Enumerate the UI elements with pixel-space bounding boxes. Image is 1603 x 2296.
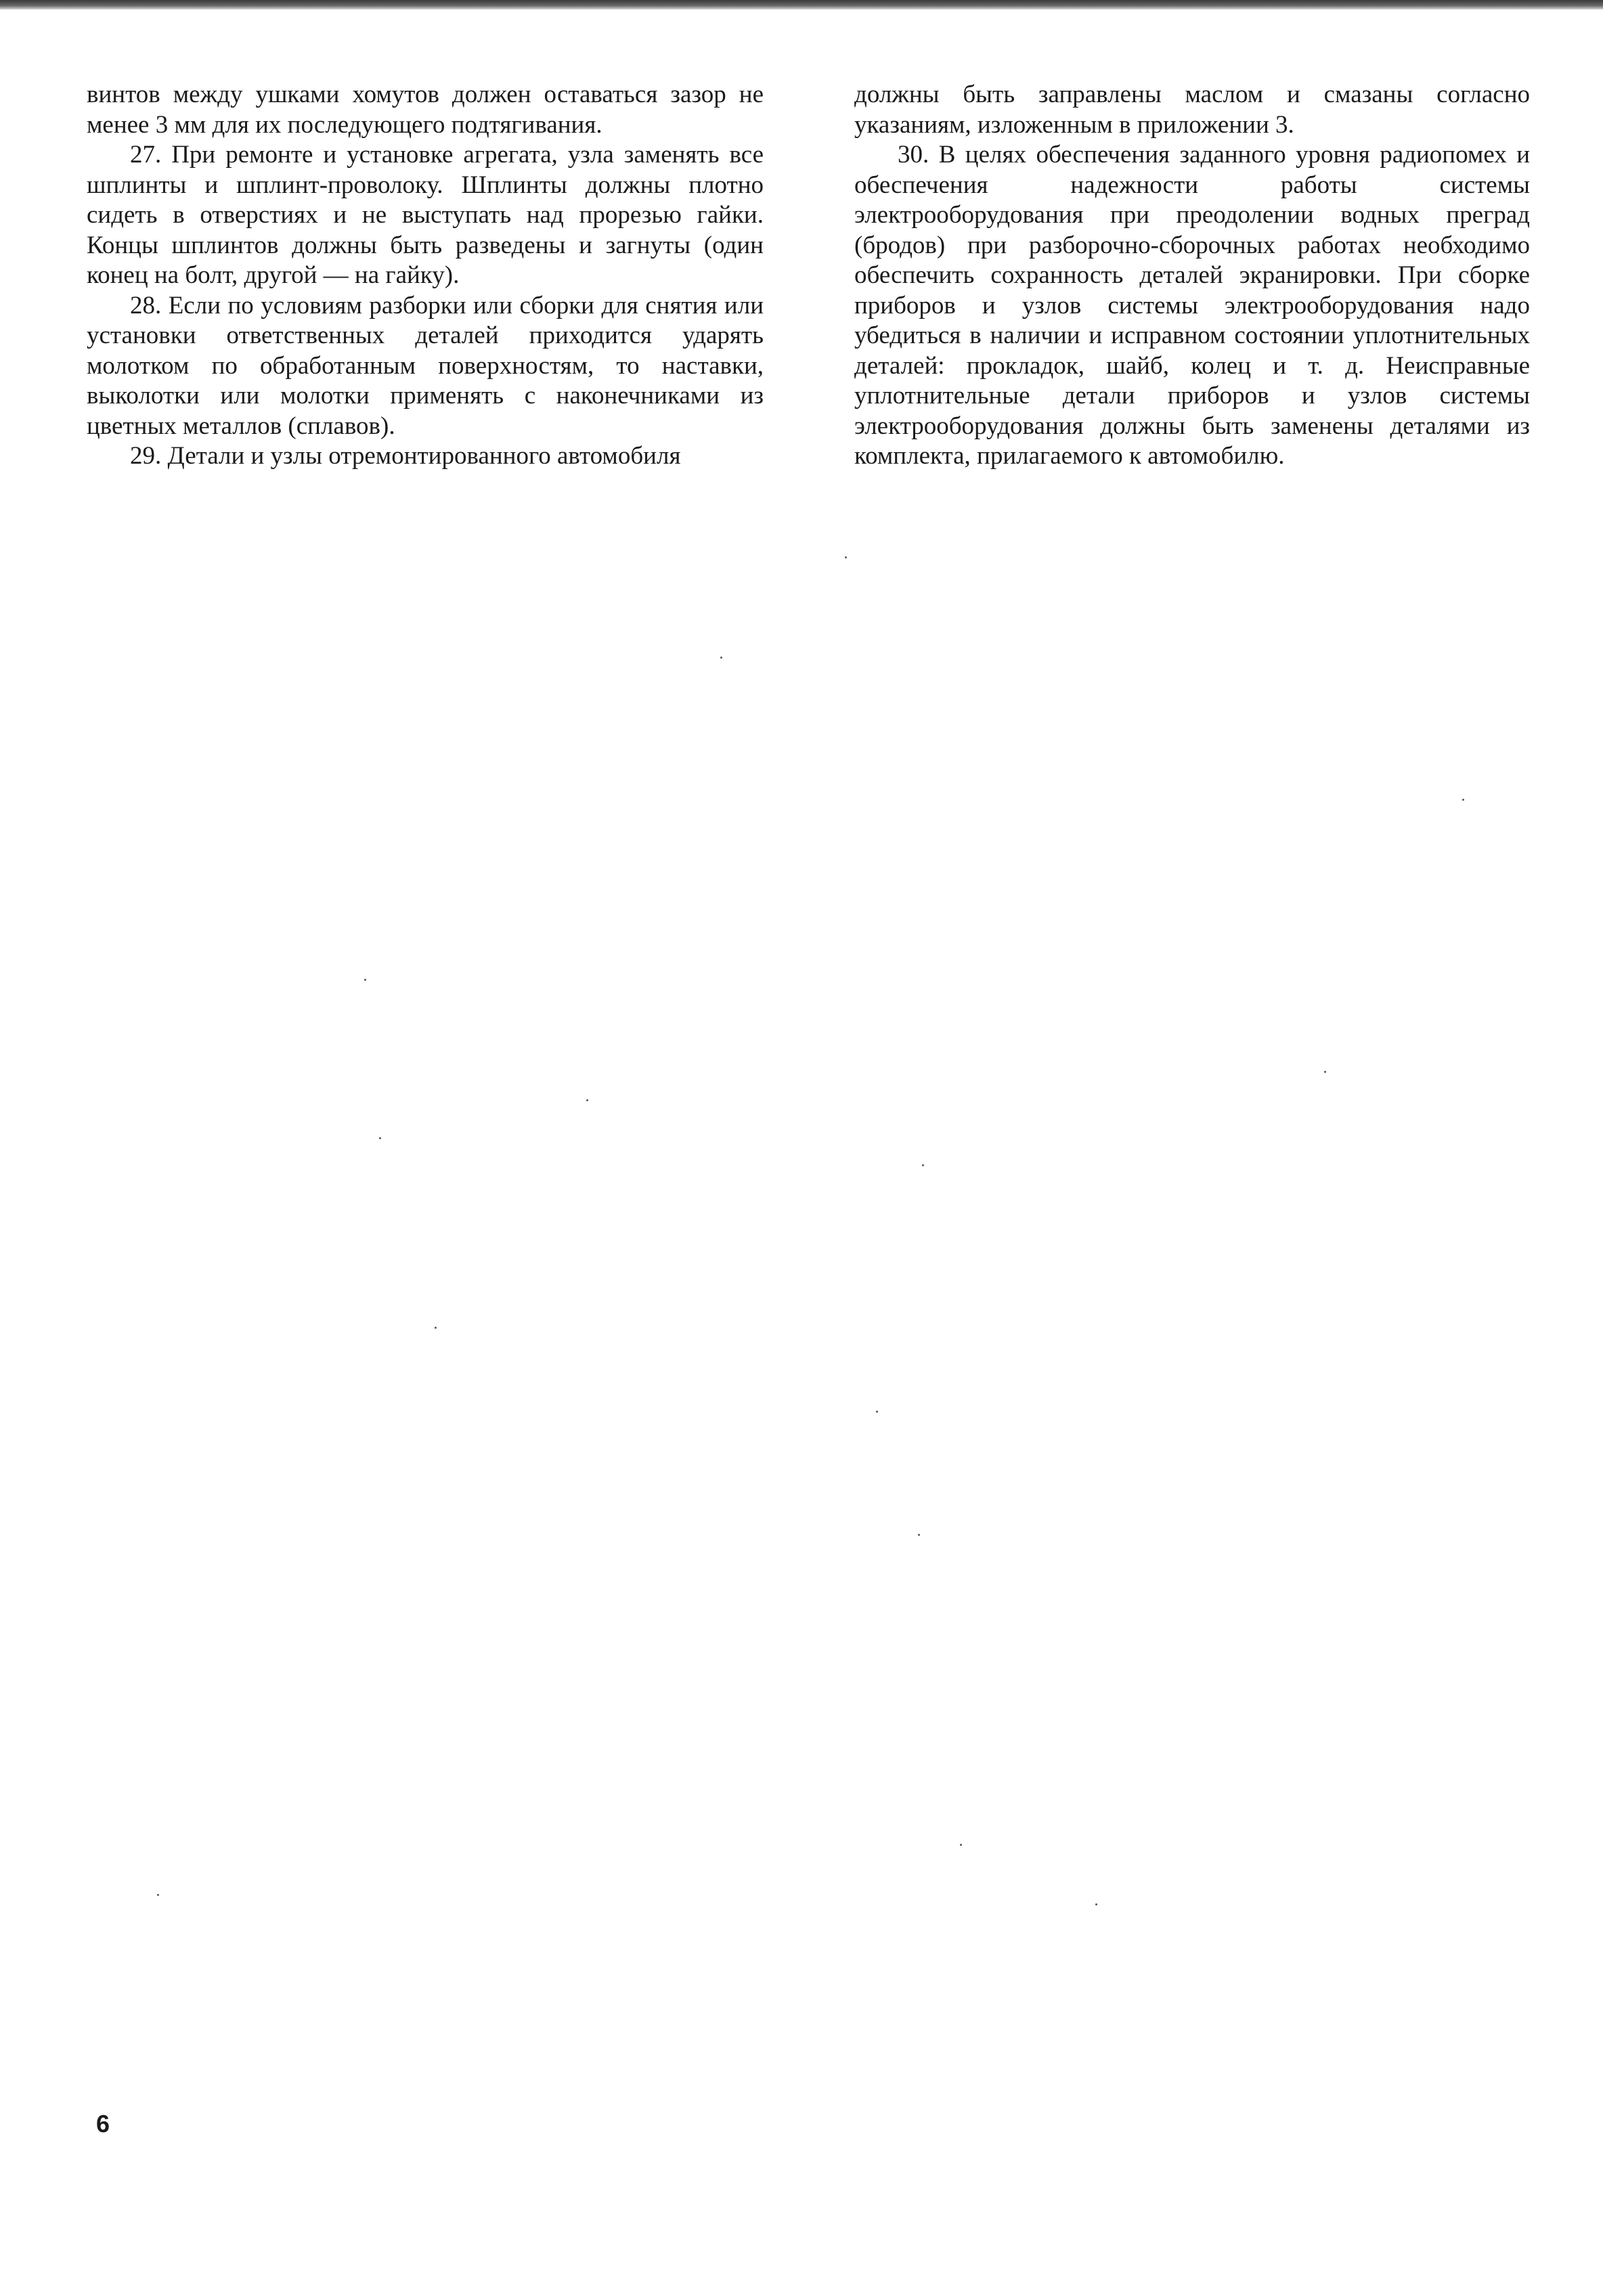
scan-speck (1462, 799, 1464, 801)
paragraph-continuation-left: винтов между ушками хомутов должен оставаться зазор не менее 3 мм для их последующего подтягивания. (87, 81, 764, 139)
scan-speck (876, 1411, 878, 1413)
left-text-column (87, 80, 764, 472)
scan-speck (435, 1327, 437, 1329)
right-text-column (854, 80, 1530, 472)
scan-speck (364, 979, 366, 981)
paragraph-30: 30. В целях обеспечения заданного уровня радиопомех и обеспечения надежности работы системы электрооборудования при преодолении водных преград (бродов) при разборочно-сборочных работах необходимо обеспечить сохранность деталей экранировки. При сборке приборов и узлов системы электрооборудования надо убедиться в наличии и исправном состоянии уплотнительных деталей: прокладок, шайб, колец и т. д. Неисправные уплотнительные детали приборов и узлов системы электрооборудования должны быть заменены деталями из комплекта, прилагаемого к автомобилю. (854, 141, 1530, 470)
scan-speck (157, 1894, 159, 1896)
scan-speck (845, 556, 847, 558)
paragraph-28: 28. Если по условиям разборки или сборки для снятия или установки ответственных деталей приходится ударять молотком по обработанным поверхностям, то наставки, выколотки или молотки применять с наконечниками из цветных металлов (сплавов). (87, 291, 764, 440)
scan-top-edge (0, 0, 1603, 9)
paragraph-29: 29. Детали и узлы отремонтированного автомобиля (130, 442, 681, 470)
scan-speck (1095, 1903, 1097, 1905)
scan-speck (960, 1844, 962, 1846)
scan-speck (720, 657, 722, 659)
scan-speck (586, 1099, 588, 1101)
scan-speck (1324, 1071, 1326, 1073)
page-number: 6 (96, 2110, 110, 2138)
scan-speck (922, 1164, 924, 1166)
scan-speck (379, 1137, 381, 1139)
paragraph-27: 27. При ремонте и установке агрегата, узла заменять все шплинты и шплинт-проволоку. Шплинты должны плотно сидеть в отверстиях и не выступать над прорезью гайки. Концы шплинтов должны быть разведены и загнуты (один конец на болт, другой — на гайку). (87, 141, 764, 289)
paragraph-continuation-right: должны быть заправлены маслом и смазаны согласно указаниям, изложенным в приложении 3. (854, 81, 1530, 139)
scan-speck (918, 1534, 920, 1536)
